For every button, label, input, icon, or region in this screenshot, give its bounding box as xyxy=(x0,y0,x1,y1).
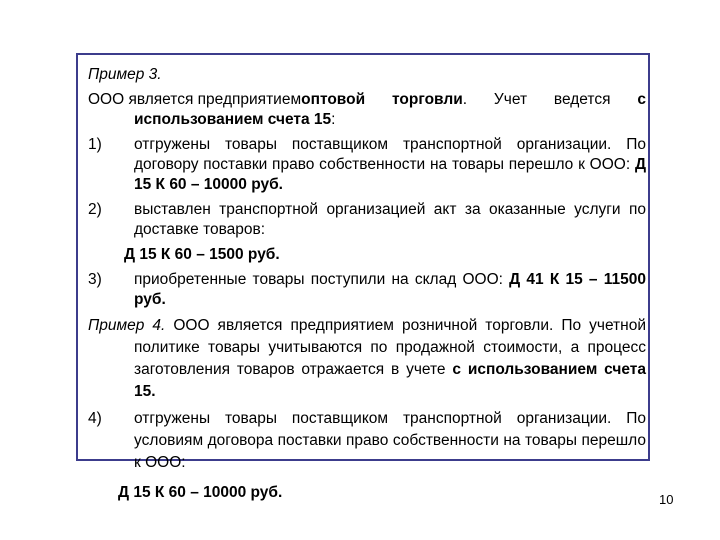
list-item-text: отгружены товары поставщиком транспортной организации. По договору поставки право собственности на товары перешло к ООО: Д 15 К 60 – 10000 руб. xyxy=(134,136,646,193)
accounting-entry: Д 15 К 60 – 1500 руб. xyxy=(124,246,280,263)
example-4-title: Пример 4. xyxy=(88,317,166,334)
page-number: 10 xyxy=(659,492,674,507)
list-item-2 xyxy=(88,200,646,240)
example-4-paragraph: Пример 4. ООО является предприятием розничной торговли. По учетной политике товары учитываются по продажной стоимости, а процесс заготовления товаров отражается в учете с использованием счета 15. xyxy=(88,317,646,400)
slide-content xyxy=(88,65,646,508)
list-item-number: 4) xyxy=(88,410,102,427)
list-item-number: 2) xyxy=(88,201,102,218)
list-item-text: приобретенные товары поступили на склад ООО: Д 41 К 15 – 11500 руб. xyxy=(134,271,646,308)
example-3-title: Пример 3. xyxy=(88,66,162,83)
list-item-number: 3) xyxy=(88,271,102,288)
list-item-4 xyxy=(88,408,646,474)
content-frame xyxy=(76,53,650,501)
list-item-number: 1) xyxy=(88,136,102,153)
accounting-entry: Д 15 К 60 – 10000 руб. xyxy=(118,484,283,501)
list-item-text: выставлен транспортной организацией акт за оказанные услуги по доставке товаров: xyxy=(134,201,646,238)
list-item-text: отгружены товары поставщиком транспортной организации. По условиям договора поставки право собственности на товары перешло к ООО: xyxy=(134,410,646,471)
example-3-intro: ООО является предприятиемоптовой торговли. Учет ведется с использованием счета 15: xyxy=(88,91,646,128)
list-item-3 xyxy=(88,270,646,310)
list-item-1 xyxy=(88,135,646,195)
